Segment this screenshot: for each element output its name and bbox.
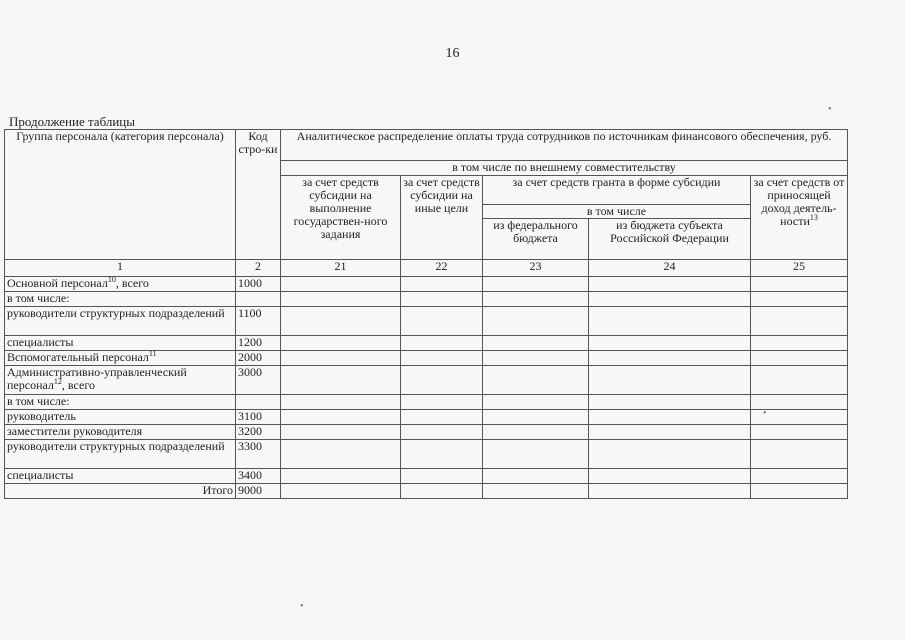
- row-label: [5, 292, 236, 307]
- row-label: [5, 425, 236, 440]
- row-code: 3100: [236, 410, 281, 425]
- row-code: 3200: [236, 425, 281, 440]
- value-cell: [751, 307, 848, 336]
- scan-speck: •: [763, 408, 767, 419]
- value-cell: [401, 366, 483, 395]
- value-cell: [589, 410, 751, 425]
- row-code: 3400: [236, 469, 281, 484]
- row-label: [5, 307, 236, 336]
- row-label-text: руководитель: [7, 409, 76, 423]
- value-cell: [751, 440, 848, 469]
- table-row: [5, 366, 848, 395]
- value-cell: [483, 440, 589, 469]
- value-cell: [483, 410, 589, 425]
- table-row: [5, 469, 848, 484]
- value-cell: [401, 410, 483, 425]
- value-cell: [401, 351, 483, 366]
- table-row: [5, 425, 848, 440]
- footnote-ref: 10: [107, 275, 116, 284]
- value-cell: [483, 292, 589, 307]
- row-code: 1000: [236, 277, 281, 292]
- value-cell: [281, 484, 401, 499]
- header-col24: из бюджета субъекта Российской Федерации: [589, 219, 751, 260]
- col-number: 2: [236, 260, 281, 277]
- value-cell: [401, 336, 483, 351]
- row-label: [5, 395, 236, 410]
- footnote-ref: 11: [148, 349, 157, 358]
- value-cell: [483, 469, 589, 484]
- col-number: 23: [483, 260, 589, 277]
- salary-distribution-table: [4, 129, 848, 499]
- col-number: 24: [589, 260, 751, 277]
- page-number: 16: [445, 46, 460, 61]
- value-cell: [281, 307, 401, 336]
- header-external: в том числе по внешнему совместительству: [281, 161, 848, 176]
- header-group: Группа персонала (категория персонала): [5, 130, 236, 260]
- continuation-label: Продолжение таблицы: [9, 114, 135, 129]
- value-cell: [589, 292, 751, 307]
- scan-speck: •: [300, 601, 304, 612]
- value-cell: [589, 425, 751, 440]
- row-label-text: руководители структурных подразделений: [7, 306, 225, 320]
- value-cell: [401, 307, 483, 336]
- row-code: 1200: [236, 336, 281, 351]
- value-cell: [281, 351, 401, 366]
- header-analytic: Аналитическое распределение оплаты труда сотрудников по источникам финансового обеспечения, руб.: [281, 130, 848, 161]
- value-cell: [281, 440, 401, 469]
- value-cell: [281, 277, 401, 292]
- row-label: [5, 440, 236, 469]
- row-label: [5, 277, 236, 292]
- table-row: [5, 410, 848, 425]
- row-label-suffix: , всего: [115, 276, 149, 290]
- col-number: 25: [751, 260, 848, 277]
- value-cell: [751, 469, 848, 484]
- value-cell: [589, 277, 751, 292]
- value-cell: [589, 395, 751, 410]
- value-cell: [589, 307, 751, 336]
- row-label-text: в том числе:: [7, 394, 70, 408]
- value-cell: [751, 484, 848, 499]
- table-row: [5, 440, 848, 469]
- scan-speck: •: [828, 104, 832, 115]
- value-cell: [589, 366, 751, 395]
- value-cell: [751, 366, 848, 395]
- value-cell: [483, 336, 589, 351]
- value-cell: [751, 277, 848, 292]
- value-cell: [483, 425, 589, 440]
- header-including: в том числе: [483, 205, 751, 219]
- value-cell: [281, 395, 401, 410]
- value-cell: [751, 292, 848, 307]
- value-cell: [751, 336, 848, 351]
- table-row: [5, 484, 848, 499]
- value-cell: [589, 440, 751, 469]
- row-label-text: специалисты: [7, 468, 74, 482]
- table-row: [5, 336, 848, 351]
- row-label-text: заместители руководителя: [7, 424, 143, 438]
- table-body: [5, 277, 848, 499]
- row-label: [5, 351, 236, 366]
- value-cell: [589, 484, 751, 499]
- row-label-text: руководители структурных подразделений: [7, 439, 225, 453]
- row-code: 2000: [236, 351, 281, 366]
- header-col22: за счет средств субсидии на иные цели: [401, 176, 483, 260]
- value-cell: [281, 292, 401, 307]
- header-col25: [751, 176, 848, 260]
- value-cell: [483, 484, 589, 499]
- value-cell: [401, 469, 483, 484]
- value-cell: [401, 395, 483, 410]
- row-code: 1100: [236, 307, 281, 336]
- row-code: 3000: [236, 366, 281, 395]
- row-label-text: в том числе:: [7, 291, 70, 305]
- value-cell: [589, 469, 751, 484]
- col-number: 1: [5, 260, 236, 277]
- col-number: 22: [401, 260, 483, 277]
- row-label-text: Вспомогательный персонал: [7, 350, 149, 364]
- row-label-text: Итого: [202, 483, 233, 497]
- value-cell: [483, 277, 589, 292]
- row-label: [5, 410, 236, 425]
- value-cell: [281, 336, 401, 351]
- row-label-text: Основной персонал: [7, 276, 108, 290]
- row-label: [5, 484, 236, 499]
- col-number: 21: [281, 260, 401, 277]
- value-cell: [281, 366, 401, 395]
- header-code: Код стро-ки: [236, 130, 281, 260]
- header-col21: за счет средств субсидии на выполнение государствен-ного задания: [281, 176, 401, 260]
- table-row: [5, 307, 848, 336]
- row-label-text: специалисты: [7, 335, 74, 349]
- row-label: [5, 366, 236, 395]
- value-cell: [483, 395, 589, 410]
- value-cell: [483, 366, 589, 395]
- row-label-suffix: , всего: [61, 378, 95, 392]
- value-cell: [401, 292, 483, 307]
- table-row: [5, 395, 848, 410]
- row-code: [236, 292, 281, 307]
- value-cell: [483, 307, 589, 336]
- header-col25-text: за счет средств от приносящей доход деятель-ности: [753, 175, 845, 228]
- value-cell: [751, 425, 848, 440]
- value-cell: [401, 425, 483, 440]
- row-label-text: Административно-управленческий персонал: [7, 365, 187, 392]
- row-code: [236, 395, 281, 410]
- row-label: [5, 336, 236, 351]
- row-code: 9000: [236, 484, 281, 499]
- table-row: [5, 351, 848, 366]
- value-cell: [281, 410, 401, 425]
- value-cell: [483, 351, 589, 366]
- row-code: 3300: [236, 440, 281, 469]
- table-row: [5, 277, 848, 292]
- value-cell: [401, 440, 483, 469]
- table-row: [5, 292, 848, 307]
- header-col25-sup: 13: [809, 213, 818, 222]
- row-label: [5, 469, 236, 484]
- footnote-ref: 12: [53, 377, 62, 386]
- value-cell: [401, 484, 483, 499]
- value-cell: [281, 469, 401, 484]
- value-cell: [281, 425, 401, 440]
- value-cell: [401, 277, 483, 292]
- value-cell: [751, 351, 848, 366]
- value-cell: [589, 351, 751, 366]
- value-cell: [589, 336, 751, 351]
- header-grant: за счет средств гранта в форме субсидии: [483, 176, 751, 205]
- header-col23: из федерального бюджета: [483, 219, 589, 260]
